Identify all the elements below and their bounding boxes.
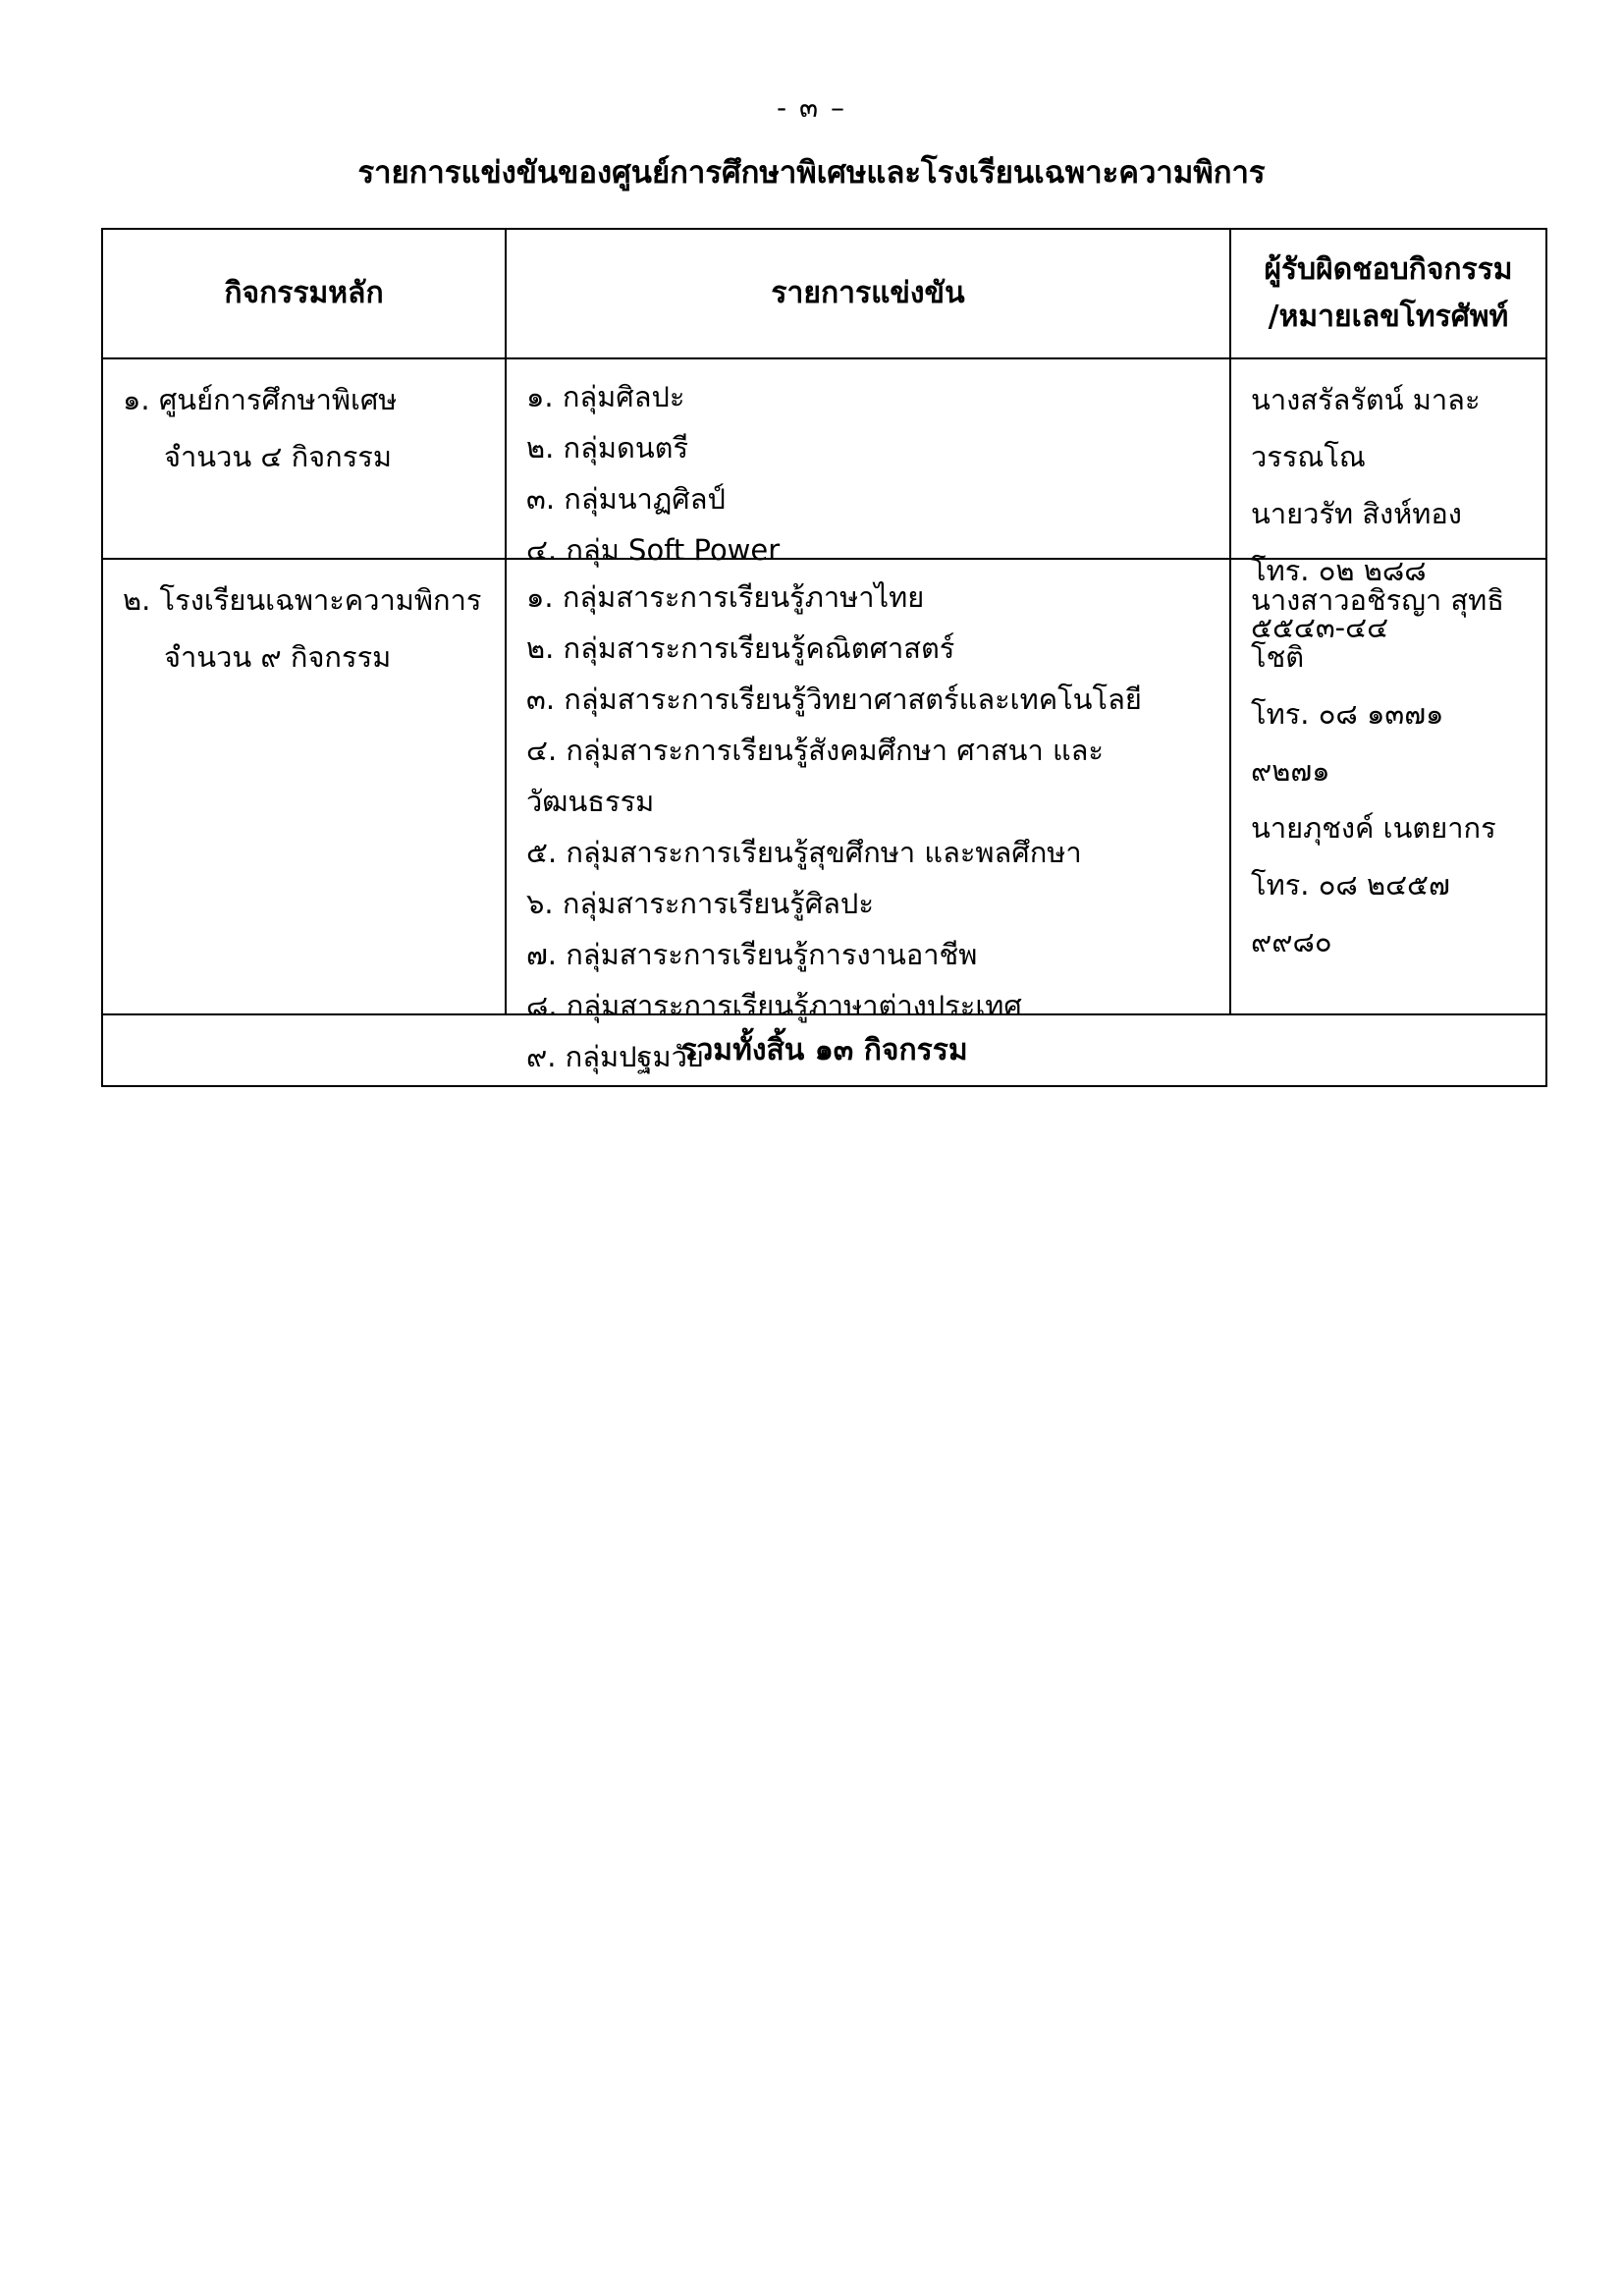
header-responsible-line2: /หมายเลขโทรศัพท์: [1268, 300, 1509, 334]
header-competition-list-label: รายการแข่งขัน: [771, 276, 965, 310]
contact-person: นางสาวอชิรญา สุทธิโชติ: [1251, 583, 1504, 674]
document-title: รายการแข่งขันของศูนย์การศึกษาพิเศษและโรงเรียนเฉพาะความพิการ: [357, 155, 1266, 191]
contact-phone: โทร. ๐๘ ๑๓๗๑ ๙๒๗๑: [1251, 697, 1444, 788]
contact-cell: [1229, 560, 1545, 1013]
competition-list-cell: [505, 359, 1229, 567]
competition-item: ๘. กลุ่มสาระการเรียนรู้ภาษาต่างประเทศ: [526, 989, 1022, 1022]
main-activity-cell: [103, 359, 505, 558]
competition-item: ๓. กลุ่มสาระการเรียนรู้วิทยาศาสตร์และเทคโนโลยี: [526, 683, 1142, 716]
header-responsible-line1: ผู้รับผิดชอบกิจกรรม: [1264, 252, 1513, 287]
activities-table: [101, 228, 1547, 1087]
main-activity-count: จำนวน ๙ กิจกรรม: [164, 640, 392, 674]
competition-item: ๕. กลุ่มสาระการเรียนรู้สุขศึกษา และพลศึกษา: [526, 836, 1082, 869]
header-responsible: [1229, 230, 1545, 357]
page-number: - ๓ –: [776, 91, 847, 124]
contact-person: นางสรัลรัตน์ มาละวรรณโณ: [1251, 383, 1481, 473]
competition-item: ๒. กลุ่มสาระการเรียนรู้คณิตศาสตร์: [526, 631, 955, 665]
contact-phone: โทร. ๐๒ ๒๘๘ ๕๕๔๓-๔๔: [1251, 554, 1427, 644]
main-activity-cell: [103, 560, 505, 1013]
contact-person: นายวรัท สิงห์ทอง: [1251, 497, 1462, 530]
competition-item: ๑. กลุ่มสาระการเรียนรู้ภาษาไทย: [526, 580, 925, 614]
competition-item: ๔. กลุ่มสาระการเรียนรู้สังคมศึกษา ศาสนา และวัฒนธรรม: [526, 734, 1104, 818]
competition-item: ๗. กลุ่มสาระการเรียนรู้การงานอาชีพ: [526, 938, 978, 971]
header-competition-list: [505, 230, 1229, 357]
competition-item: ๑. กลุ่มศิลปะ: [526, 380, 685, 413]
total-activities-label: รวมทั้งสิ้น ๑๓ กิจกรรม: [680, 1033, 968, 1067]
competition-item: ๓. กลุ่มนาฏศิลป์: [526, 482, 726, 516]
contact-phone: โทร. ๐๘ ๒๔๕๗ ๙๙๘๐: [1251, 868, 1450, 958]
contact-person: นายภุชงค์ เนตยากร: [1251, 811, 1496, 845]
header-main-activity-label: กิจกรรมหลัก: [224, 276, 384, 310]
header-main-activity: [103, 230, 505, 357]
main-activity-count: จำนวน ๔ กิจกรรม: [164, 440, 392, 473]
main-activity-name: ๒. โรงเรียนเฉพาะความพิการ: [123, 583, 482, 617]
table-header-row: [103, 230, 1545, 357]
competition-item: ๒. กลุ่มดนตรี: [526, 431, 689, 465]
competition-item: ๙. กลุ่มปฐมวัย: [526, 1040, 704, 1073]
competition-item: ๔. กลุ่ม Soft Power: [526, 533, 781, 567]
main-activity-name: ๑. ศูนย์การศึกษาพิเศษ: [123, 383, 398, 416]
competition-item: ๖. กลุ่มสาระการเรียนรู้ศิลปะ: [526, 887, 874, 920]
